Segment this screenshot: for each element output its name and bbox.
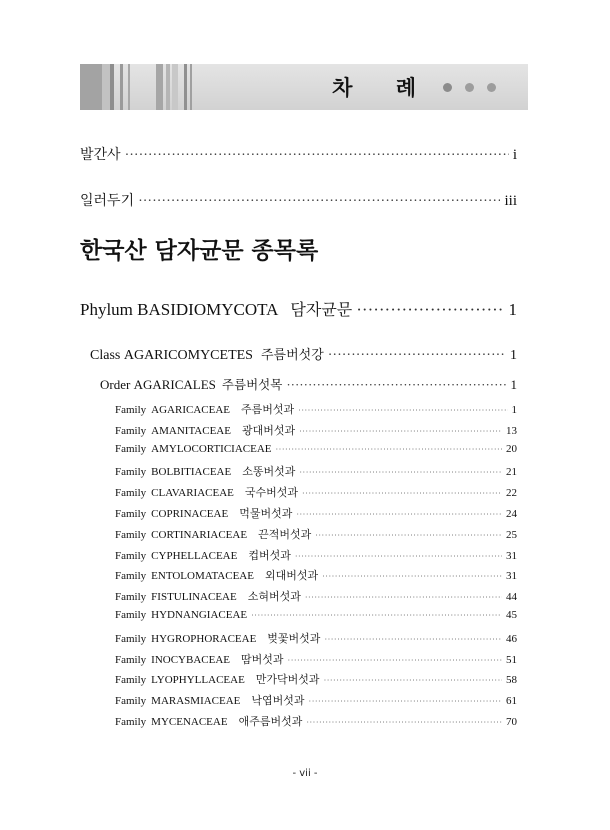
banner-stripe bbox=[166, 64, 170, 110]
korean-name: 담자균문 bbox=[290, 300, 353, 319]
toc-entry-page: 58 bbox=[506, 674, 517, 687]
korean-name: 외대버섯과 bbox=[264, 569, 319, 583]
rank-prefix: Family bbox=[115, 632, 147, 645]
dot-leader bbox=[315, 531, 502, 540]
dot-leader bbox=[298, 406, 507, 415]
toc-title: 차 례 bbox=[332, 76, 434, 100]
toc-entry-family[interactable] bbox=[115, 567, 517, 583]
banner-stripe bbox=[120, 64, 123, 110]
toc-entry-label: 일러두기 bbox=[80, 193, 135, 209]
toc-entry-family[interactable] bbox=[115, 692, 517, 708]
banner-stripe bbox=[80, 64, 102, 110]
toc-entry-page: 31 bbox=[506, 570, 517, 583]
dot-icon bbox=[443, 83, 452, 92]
dot-leader bbox=[305, 593, 502, 602]
toc-entry-phylum[interactable] bbox=[80, 297, 517, 320]
taxon-name: INOCYBACEAE bbox=[151, 653, 231, 666]
taxon-name: MARASMIACEAE bbox=[151, 695, 241, 708]
rank-prefix: Family bbox=[115, 487, 147, 500]
toc-entry-family[interactable] bbox=[115, 443, 517, 455]
toc-entry-family[interactable] bbox=[115, 609, 517, 621]
toc-entry-family[interactable] bbox=[115, 463, 517, 479]
section-heading: 한국산 담자균문 종목록 bbox=[80, 238, 319, 264]
dot-leader bbox=[324, 676, 502, 685]
toc-entry-page: 21 bbox=[506, 466, 517, 479]
toc-entry-page: 51 bbox=[506, 653, 517, 666]
toc-entry-page: 22 bbox=[506, 487, 517, 500]
korean-name: 벚꽃버섯과 bbox=[267, 631, 321, 645]
taxon-name: LYOPHYLLACEAE bbox=[151, 674, 245, 687]
korean-name: 낙엽버섯과 bbox=[251, 694, 305, 708]
dot-leader bbox=[322, 572, 502, 581]
korean-name: 국수버섯과 bbox=[244, 486, 299, 500]
korean-name: 주름버섯강 bbox=[260, 348, 324, 363]
taxon-name: AGARICALES bbox=[133, 377, 216, 392]
toc-entry-family[interactable] bbox=[115, 651, 517, 667]
toc-entry-family[interactable] bbox=[115, 713, 517, 729]
banner-stripe bbox=[190, 64, 192, 110]
banner-stripe bbox=[172, 64, 178, 110]
rank-prefix: Family bbox=[115, 609, 147, 621]
rank-prefix: Phylum bbox=[80, 300, 133, 319]
rank-prefix: Family bbox=[115, 674, 147, 687]
korean-name: 주름버섯과 bbox=[241, 403, 295, 416]
korean-name: 광대버섯과 bbox=[241, 423, 296, 437]
toc-entry-page: 70 bbox=[506, 716, 517, 728]
rank-prefix: Family bbox=[115, 442, 147, 455]
korean-name: 소혀버섯과 bbox=[247, 590, 301, 604]
toc-entry-order[interactable] bbox=[100, 375, 517, 393]
korean-name: 소똥버섯과 bbox=[242, 465, 296, 479]
dot-leader bbox=[299, 468, 502, 477]
taxon-name: ENTOLOMATACEAE bbox=[151, 570, 254, 583]
toc-entry-guide[interactable] bbox=[80, 190, 517, 210]
taxon-name: COPRINACEAE bbox=[151, 508, 229, 520]
toc-entry-page: iii bbox=[504, 193, 517, 209]
toc-entry-page: 1 bbox=[510, 377, 517, 392]
toc-banner bbox=[80, 64, 528, 110]
korean-name: 만가닥버섯과 bbox=[255, 673, 320, 687]
dot-leader bbox=[286, 377, 506, 393]
toc-entry-page: 46 bbox=[506, 632, 517, 645]
toc-entry-family[interactable] bbox=[115, 630, 517, 646]
taxon-name: CYPHELLACEAE bbox=[151, 549, 238, 562]
korean-name: 땀버섯과 bbox=[241, 652, 284, 666]
rank-prefix: Family bbox=[115, 404, 147, 416]
dot-leader bbox=[295, 552, 502, 561]
toc-entry-family[interactable] bbox=[115, 588, 517, 604]
toc-entry-label: 발간사 bbox=[80, 147, 121, 163]
banner-stripe bbox=[184, 64, 187, 110]
toc-entry-family[interactable] bbox=[115, 484, 517, 500]
korean-name: 먹물버섯과 bbox=[239, 507, 293, 520]
dot-leader bbox=[251, 611, 502, 620]
dot-leader bbox=[299, 427, 502, 436]
rank-prefix: Family bbox=[115, 695, 147, 708]
rank-prefix: Family bbox=[115, 508, 147, 520]
dot-leader bbox=[276, 445, 502, 454]
taxon-name: HYDNANGIACEAE bbox=[151, 609, 248, 621]
toc-entry-class[interactable] bbox=[90, 344, 517, 364]
toc-entry-page: 1 bbox=[510, 348, 517, 363]
toc-entry-page: 25 bbox=[506, 528, 517, 541]
rank-prefix: Family bbox=[115, 528, 147, 541]
toc-entry-preface[interactable] bbox=[80, 144, 517, 164]
toc-entry-page: 45 bbox=[506, 609, 517, 621]
toc-entry-family[interactable] bbox=[115, 526, 517, 542]
korean-name: 끈적버섯과 bbox=[258, 527, 312, 541]
korean-name: 애주름버섯과 bbox=[238, 715, 303, 728]
rank-prefix: Family bbox=[115, 653, 147, 666]
rank-prefix: Family bbox=[115, 716, 147, 728]
taxon-name: MYCENACEAE bbox=[151, 716, 228, 728]
taxon-name: BOLBITIACEAE bbox=[151, 466, 232, 479]
page-number: - vii - bbox=[292, 768, 318, 779]
dot-icon bbox=[487, 83, 496, 92]
dot-leader bbox=[324, 635, 502, 644]
rank-prefix: Family bbox=[115, 591, 147, 604]
dot-leader bbox=[328, 348, 506, 364]
rank-prefix: Family bbox=[115, 570, 147, 583]
taxon-name: CLAVARIACEAE bbox=[151, 487, 234, 500]
toc-entry-family[interactable] bbox=[115, 505, 517, 521]
taxon-name: CORTINARIACEAE bbox=[151, 528, 248, 541]
banner-dots bbox=[443, 83, 496, 92]
taxon-name: AMANITACEAE bbox=[151, 424, 231, 437]
toc-entry-page: 20 bbox=[506, 442, 517, 455]
toc-entry-page: i bbox=[512, 147, 517, 163]
dot-leader bbox=[356, 300, 504, 320]
toc-entry-family[interactable] bbox=[115, 401, 517, 417]
toc-entry-family[interactable] bbox=[115, 671, 517, 687]
toc-entry-page: 44 bbox=[506, 591, 517, 604]
banner-stripe bbox=[128, 64, 130, 110]
banner-stripe bbox=[156, 64, 163, 110]
taxon-name: AGARICOMYCETES bbox=[123, 348, 253, 363]
dot-leader bbox=[138, 194, 500, 210]
dot-leader bbox=[296, 510, 502, 519]
taxon-name: BASIDIOMYCOTA bbox=[137, 300, 279, 319]
toc-entry-page: 24 bbox=[506, 508, 517, 520]
rank-prefix: Family bbox=[115, 466, 147, 479]
korean-name: 주름버섯목 bbox=[221, 377, 283, 392]
banner-stripe bbox=[102, 64, 110, 110]
dot-leader bbox=[125, 148, 509, 164]
dot-leader bbox=[302, 489, 502, 498]
toc-entry-page: 61 bbox=[506, 695, 517, 708]
banner-stripe bbox=[110, 64, 114, 110]
rank-prefix: Class bbox=[90, 348, 121, 363]
taxon-name: AMYLOCORTICIACEAE bbox=[151, 442, 272, 455]
rank-prefix: Family bbox=[115, 549, 147, 562]
korean-name: 컵버섯과 bbox=[248, 548, 291, 562]
dot-icon bbox=[465, 83, 474, 92]
dot-leader bbox=[288, 656, 502, 665]
toc-entry-page: 13 bbox=[506, 424, 517, 437]
toc-entry-family[interactable] bbox=[115, 547, 517, 563]
toc-entry-page: 1 bbox=[508, 300, 517, 319]
dot-leader bbox=[309, 697, 502, 706]
toc-entry-page: 1 bbox=[511, 404, 517, 416]
dot-leader bbox=[306, 718, 502, 727]
rank-prefix: Order bbox=[100, 377, 131, 392]
taxon-name: HYGROPHORACEAE bbox=[151, 632, 257, 645]
taxon-name: FISTULINACEAE bbox=[151, 591, 237, 604]
toc-entry-family[interactable] bbox=[115, 422, 517, 438]
taxon-name: AGARICACEAE bbox=[151, 404, 231, 416]
toc-entry-page: 31 bbox=[506, 549, 517, 562]
rank-prefix: Family bbox=[115, 424, 147, 437]
